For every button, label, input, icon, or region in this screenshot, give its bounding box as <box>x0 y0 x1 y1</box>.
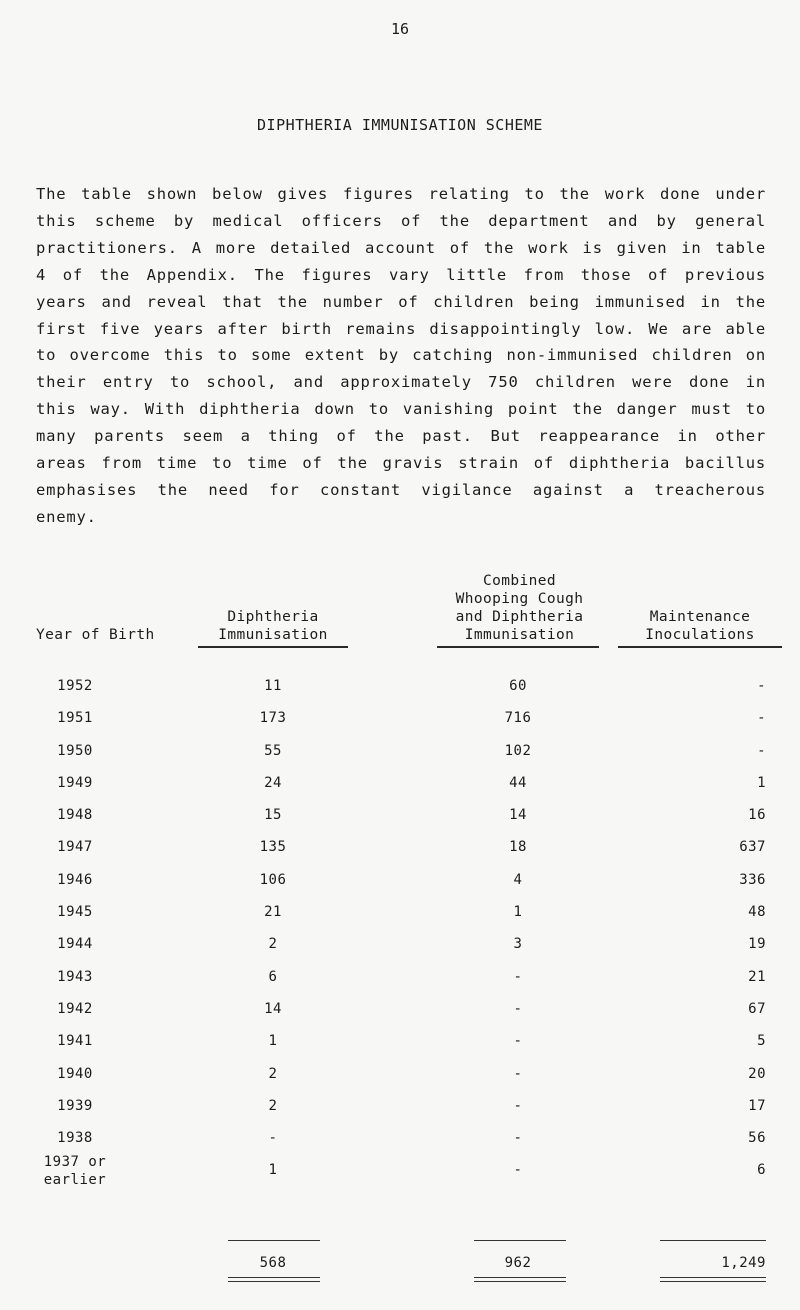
page-number: 16 <box>390 20 410 38</box>
maintenance-cell: 16 <box>748 807 766 824</box>
year-cell: 1941 <box>57 1033 93 1050</box>
year-cell-line1: 1937 or <box>43 1154 107 1171</box>
combined-cell: 3 <box>513 936 523 953</box>
table-header-year: Year of Birth <box>36 627 155 643</box>
table-header-maintenance <box>620 608 780 644</box>
year-cell: 1943 <box>57 968 93 985</box>
header-rule-maintenance <box>618 646 782 648</box>
table-row <box>0 710 800 742</box>
table-body <box>0 678 800 1195</box>
maintenance-cell: - <box>757 742 766 759</box>
double-rule-diphtheria <box>228 1277 320 1282</box>
maintenance-cell: - <box>757 678 766 694</box>
table-row <box>0 1033 800 1065</box>
maintenance-cell: - <box>757 710 766 727</box>
combined-cell: 18 <box>509 839 527 856</box>
combined-cell: 44 <box>509 774 527 791</box>
table-row <box>0 936 800 968</box>
table-header-maintenance-line1: Maintenance <box>649 609 751 625</box>
table-row <box>0 904 800 936</box>
year-cell: 1947 <box>57 839 93 856</box>
table-row <box>0 1066 800 1098</box>
totals-rule-combined <box>474 1240 566 1241</box>
year-cell: 1938 <box>57 1130 93 1147</box>
diphtheria-cell: 2 <box>268 936 278 953</box>
combined-cell: - <box>513 1130 523 1147</box>
year-cell: 1952 <box>57 678 93 694</box>
year-cell: 1950 <box>57 742 93 759</box>
diphtheria-cell: 24 <box>264 774 282 791</box>
combined-cell: - <box>513 1162 523 1179</box>
double-rule-combined <box>474 1277 566 1282</box>
table-row <box>0 743 800 775</box>
table-header-maintenance-line2: Inoculations <box>645 627 755 643</box>
table-header-combined-line3: and Diphtheria <box>455 609 584 625</box>
diphtheria-cell: 14 <box>264 1000 282 1017</box>
diphtheria-cell: 135 <box>259 839 287 856</box>
diphtheria-cell: 2 <box>268 1065 278 1082</box>
combined-cell: - <box>513 1033 523 1050</box>
page-title: DIPHTHERIA IMMUNISATION SCHEME <box>257 116 543 134</box>
diphtheria-cell: 173 <box>259 710 287 727</box>
maintenance-cell: 56 <box>748 1130 766 1147</box>
year-cell: 1946 <box>57 871 93 888</box>
diphtheria-cell: 6 <box>268 968 278 985</box>
combined-cell: 14 <box>509 807 527 824</box>
table-header-combined-line2: Whooping Cough <box>455 591 584 607</box>
year-cell-line2: earlier <box>43 1172 107 1189</box>
maintenance-cell: 5 <box>757 1033 766 1050</box>
maintenance-cell: 48 <box>748 904 766 921</box>
table-header-combined-line4: Immunisation <box>464 627 575 643</box>
maintenance-cell: 19 <box>748 936 766 953</box>
year-cell: 1949 <box>57 774 93 791</box>
table-row <box>0 969 800 1001</box>
totals-rule-maintenance <box>660 1240 766 1241</box>
combined-cell: 102 <box>504 742 532 759</box>
table-row <box>0 872 800 904</box>
total-combined: 962 <box>504 1255 532 1271</box>
table-header-diphtheria-line1: Diphtheria <box>227 609 319 625</box>
year-cell: 1951 <box>57 710 93 727</box>
combined-cell: - <box>513 968 523 985</box>
maintenance-cell: 6 <box>757 1162 766 1179</box>
combined-cell: - <box>513 1000 523 1017</box>
table-row <box>0 807 800 839</box>
total-maintenance: 1,249 <box>721 1255 766 1271</box>
year-cell: 1940 <box>57 1065 93 1082</box>
table-row <box>0 1098 800 1130</box>
header-rule-combined <box>437 646 599 648</box>
year-cell: 1945 <box>57 904 93 921</box>
year-cell: 1939 <box>57 1097 93 1114</box>
totals-rule-diphtheria <box>228 1240 320 1241</box>
combined-cell: - <box>513 1097 523 1114</box>
table-row <box>0 1130 800 1162</box>
combined-cell: 60 <box>509 678 527 694</box>
combined-cell: 4 <box>513 871 523 888</box>
double-rule-maintenance <box>660 1277 766 1282</box>
table-row <box>0 1154 800 1194</box>
diphtheria-cell: 15 <box>264 807 282 824</box>
table-header-combined-line1: Combined <box>482 573 557 589</box>
combined-cell: - <box>513 1065 523 1082</box>
year-cell: 1948 <box>57 807 93 824</box>
body-paragraph: The table shown below gives figures relating to the work done under this scheme by medical officers of the department and by general practitioners. A more detailed account of the work is given in table 4 of the Appendix. The figures vary little from those of previous years and reveal that the number of children being immunised in the first five years after birth remains disappointingly low. We are able to overcome this to some extent by catching non-immunised children on their entry to school, and approximately 750 children were done in this way. With diphtheria down to vanishing point the danger must to many parents seem a thing of the past. But reappearance in other areas from time to time of the gravis strain of diphtheria bacillus emphasises the need for constant vigilance against a treacherous enemy. <box>36 185 766 526</box>
diphtheria-cell: 106 <box>259 871 287 888</box>
table-row <box>0 678 800 710</box>
diphtheria-cell: 55 <box>264 742 282 759</box>
combined-cell: 1 <box>513 904 523 921</box>
table-header-combined <box>437 572 602 644</box>
diphtheria-cell: 1 <box>268 1162 278 1179</box>
year-cell: 1942 <box>57 1000 93 1017</box>
diphtheria-cell: - <box>268 1130 278 1147</box>
maintenance-cell: 20 <box>748 1065 766 1082</box>
maintenance-cell: 1 <box>757 774 766 791</box>
diphtheria-cell: 2 <box>268 1097 278 1114</box>
maintenance-cell: 21 <box>748 968 766 985</box>
table-row <box>0 775 800 807</box>
table-header-diphtheria-line2: Immunisation <box>218 627 328 643</box>
table-header-diphtheria <box>198 608 348 644</box>
maintenance-cell: 336 <box>739 871 766 888</box>
diphtheria-cell: 1 <box>268 1033 278 1050</box>
maintenance-cell: 17 <box>748 1097 766 1114</box>
combined-cell: 716 <box>504 710 532 727</box>
diphtheria-cell: 11 <box>264 678 282 694</box>
total-diphtheria: 568 <box>259 1255 287 1271</box>
table-row <box>0 839 800 871</box>
maintenance-cell: 637 <box>739 839 766 856</box>
year-cell <box>30 1153 120 1189</box>
diphtheria-cell: 21 <box>264 904 282 921</box>
year-cell: 1944 <box>57 936 93 953</box>
maintenance-cell: 67 <box>748 1000 766 1017</box>
header-rule-diphtheria <box>198 646 348 648</box>
table-row <box>0 1001 800 1033</box>
